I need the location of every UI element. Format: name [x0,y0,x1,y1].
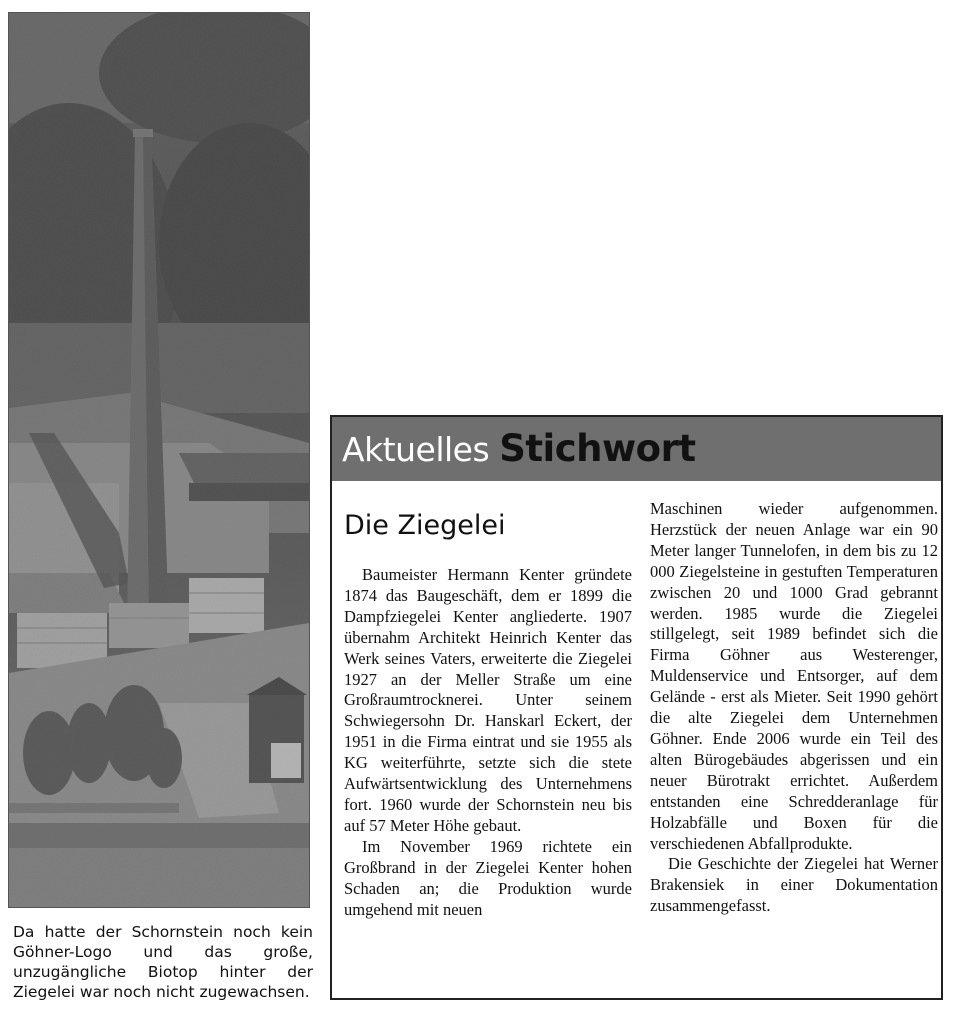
article-title: Die Ziegelei [344,510,506,541]
brickworks-photo-illustration [9,13,309,907]
article-paragraph: Die Geschichte der Ziegelei hat Werner Brakensiek in einer Dokumentation zusammengefasst. [650,854,938,916]
header-label [342,427,696,472]
article-paragraph: Baumeister Hermann Kenter gründete 1874 das Baugeschäft, dem er 1899 die Dampfziegelei Kenter angliederte. 1907 übernahm Architekt Heinrich Kenter das Werk seines Vaters, erweiterte die Ziegelei 1927 an der Meller Straße um eine Großraumtrocknerei. Unter seinem Schwiegersohn Dr. Hanskarl Eckert, der 1951 in die Firma eintrat und sie 1955 als KG weiterführte, setzte sich die stete Aufwärtsentwicklung des Unternehmens fort. 1960 wurde der Schornstein neu bis auf 57 Meter Höhe gebaut. [344,565,632,835]
article-box [318,405,951,1005]
header-bar [332,417,941,481]
article-paragraph: Im November 1969 richtete ein Großbrand in der Ziegelei Kenter hohen Schaden an; die Produktion wurde umgehend mit neuen [344,836,632,919]
article-column-right [650,499,938,917]
header-prefix: Aktuelles [342,430,490,469]
brickworks-photo [8,12,310,908]
article-paragraph: Maschinen wieder aufgenommen. Herzstück der neuen Anlage war ein 90 Meter langer Tunnelofen, in dem bis zu 12 000 Ziegelsteine in gestuften Temperaturen zwischen 20 und 1000 Grad gebrannt werden. 1985 wurde die Ziegelei stillgelegt, seit 1989 befindet sich die Firma Göhner aus Westerenger, Muldenservice und Entsorger, auf dem Gelände - erst als Mieter. Seit 1990 gehört die alte Ziegelei dem Unternehmen Göhner. Ende 2006 wurde ein Teil des alten Bürogebäudes abgerissen und ein neuer Bürotrakt errichtet. Außerdem entstanden eine Schredderanlage für Holzabfälle und Boxen für die verschiedenen Abfallprodukte. [650,499,938,853]
article-column-left [344,509,632,920]
header-keyword: Stichwort [499,427,696,470]
article-frame [330,415,943,1000]
photo-caption: Da hatte der Schornstein noch kein Göhner-Logo und das große, unzugängliche Biotop hinter der Ziegelei war noch nicht zugewachsen. [13,923,313,1001]
